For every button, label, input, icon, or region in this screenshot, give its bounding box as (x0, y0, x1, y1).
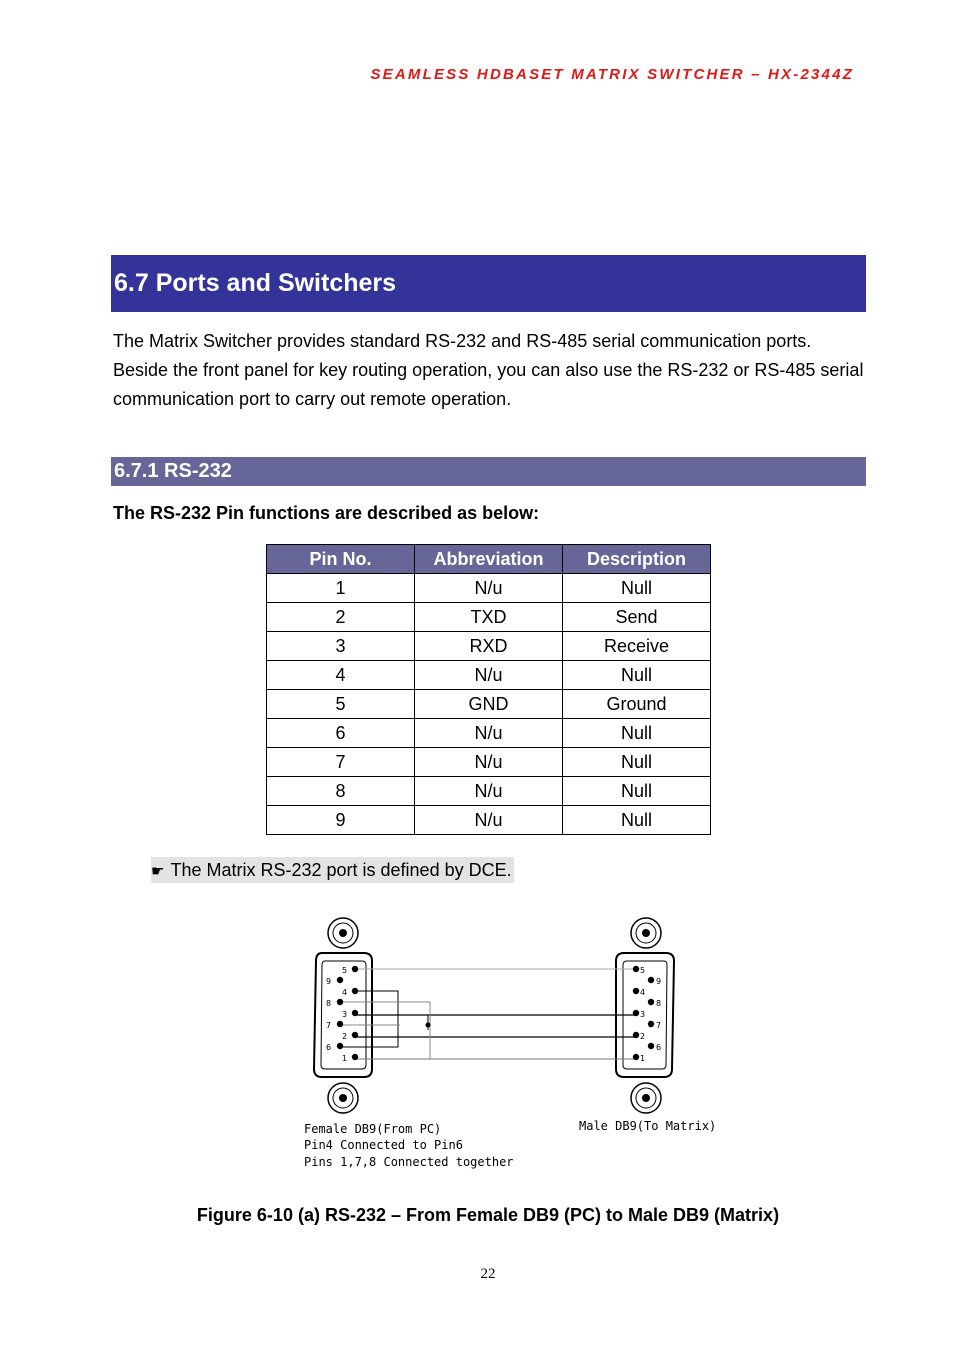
col-header-abbreviation: Abbreviation (415, 545, 563, 574)
left-pin-2 (352, 1032, 358, 1038)
pin-cell: 2 (267, 603, 415, 632)
page-number: 22 (480, 1266, 496, 1282)
left-pin-6 (337, 1043, 343, 1049)
left-pin-label: 3 (342, 1010, 348, 1019)
abbreviation-cell: N/u (415, 806, 563, 835)
pin-cell: 6 (267, 719, 415, 748)
left-pin-5 (352, 966, 358, 972)
pin-function-table (266, 544, 711, 835)
col-header-description: Description (563, 545, 711, 574)
table-row (267, 661, 711, 690)
left-pin-9 (337, 977, 343, 983)
left-pin-label: 8 (326, 999, 332, 1008)
right-pin-label: 2 (640, 1032, 646, 1041)
note-text: The Matrix RS-232 port is defined by DCE. (170, 860, 512, 880)
abbreviation-cell: RXD (415, 632, 563, 661)
figure-caption: Figure 6-10 (a) RS-232 – From Female DB9 (PC) to Male DB9 (Matrix) (196, 1205, 780, 1225)
right-pin-label: 3 (640, 1010, 646, 1019)
left-pin-label: 7 (326, 1021, 332, 1030)
abbreviation-cell: N/u (415, 661, 563, 690)
section-paragraph: The Matrix Switcher provides standard RS-232 and RS-485 serial communication ports. Beside the front panel for key routing operation, you can also use the RS-232 or RS-485 serial communication port to carry out remote operation. (113, 331, 864, 409)
abbreviation-cell: TXD (415, 603, 563, 632)
pin-cell: 9 (267, 806, 415, 835)
right-pin-label: 8 (656, 999, 662, 1008)
pin-cell: 4 (267, 661, 415, 690)
table-lead-text: The RS-232 Pin functions are described as below: (113, 503, 540, 523)
pin-cell: 5 (267, 690, 415, 719)
abbreviation-cell: N/u (415, 748, 563, 777)
right-pin-9 (648, 977, 654, 983)
table-row (267, 719, 711, 748)
abbreviation-cell: N/u (415, 777, 563, 806)
running-header: SEAMLESS HDBASET MATRIX SWITCHER – HX-2344Z (370, 66, 854, 83)
table-row (267, 603, 711, 632)
left-pin-7 (337, 1021, 343, 1027)
db9-wiring-diagram (300, 905, 730, 1175)
subsection-heading: 6.7.1 RS-232 (111, 457, 866, 486)
left-caption-line-2: Pin4 Connected to Pin6 (304, 1138, 463, 1152)
right-pin-7 (648, 1021, 654, 1027)
description-cell: Null (563, 777, 711, 806)
right-pin-label: 7 (656, 1021, 662, 1030)
left-pin-1 (352, 1054, 358, 1060)
pointing-hand-icon: ☛ (151, 863, 165, 880)
table-header-row (267, 545, 711, 574)
right-pin-8 (648, 999, 654, 1005)
dce-note (151, 857, 514, 883)
left-pin-label: 4 (342, 988, 348, 997)
left-pin-label: 1 (342, 1054, 348, 1063)
right-pin-label: 4 (640, 988, 646, 997)
right-pin-1 (633, 1054, 639, 1060)
section-heading: 6.7 Ports and Switchers (111, 255, 866, 312)
table-row (267, 574, 711, 603)
right-pin-5 (633, 966, 639, 972)
table-row (267, 777, 711, 806)
left-caption-line-1: Female DB9(From PC) (304, 1122, 442, 1136)
left-pin-4 (352, 988, 358, 994)
right-caption: Male DB9(To Matrix) (579, 1119, 717, 1133)
right-pin-label: 9 (656, 977, 662, 986)
col-header-pin: Pin No. (267, 545, 415, 574)
left-pin-label: 6 (326, 1043, 332, 1052)
description-cell: Null (563, 574, 711, 603)
description-cell: Ground (563, 690, 711, 719)
right-pin-4 (633, 988, 639, 994)
left-pin-3 (352, 1010, 358, 1016)
right-pin-label: 6 (656, 1043, 662, 1052)
left-pin-label: 2 (342, 1032, 348, 1041)
right-pin-label: 5 (640, 966, 646, 975)
right-pin-6 (648, 1043, 654, 1049)
pin-cell: 7 (267, 748, 415, 777)
table-row (267, 806, 711, 835)
table-row (267, 690, 711, 719)
description-cell: Null (563, 806, 711, 835)
abbreviation-cell: N/u (415, 719, 563, 748)
right-pin-3 (633, 1010, 639, 1016)
left-pin-label: 9 (326, 977, 332, 986)
description-cell: Null (563, 661, 711, 690)
abbreviation-cell: N/u (415, 574, 563, 603)
abbreviation-cell: GND (415, 690, 563, 719)
pin-cell: 8 (267, 777, 415, 806)
description-cell: Null (563, 748, 711, 777)
wiring (340, 969, 636, 1059)
description-cell: Null (563, 719, 711, 748)
description-cell: Receive (563, 632, 711, 661)
table-row (267, 748, 711, 777)
right-pin-2 (633, 1032, 639, 1038)
pin-cell: 3 (267, 632, 415, 661)
pin-cell: 1 (267, 574, 415, 603)
left-caption-line-3: Pins 1,7,8 Connected together (304, 1155, 514, 1169)
left-pin-8 (337, 999, 343, 1005)
description-cell: Send (563, 603, 711, 632)
right-pin-label: 1 (640, 1054, 646, 1063)
left-pin-label: 5 (342, 966, 348, 975)
table-row (267, 632, 711, 661)
